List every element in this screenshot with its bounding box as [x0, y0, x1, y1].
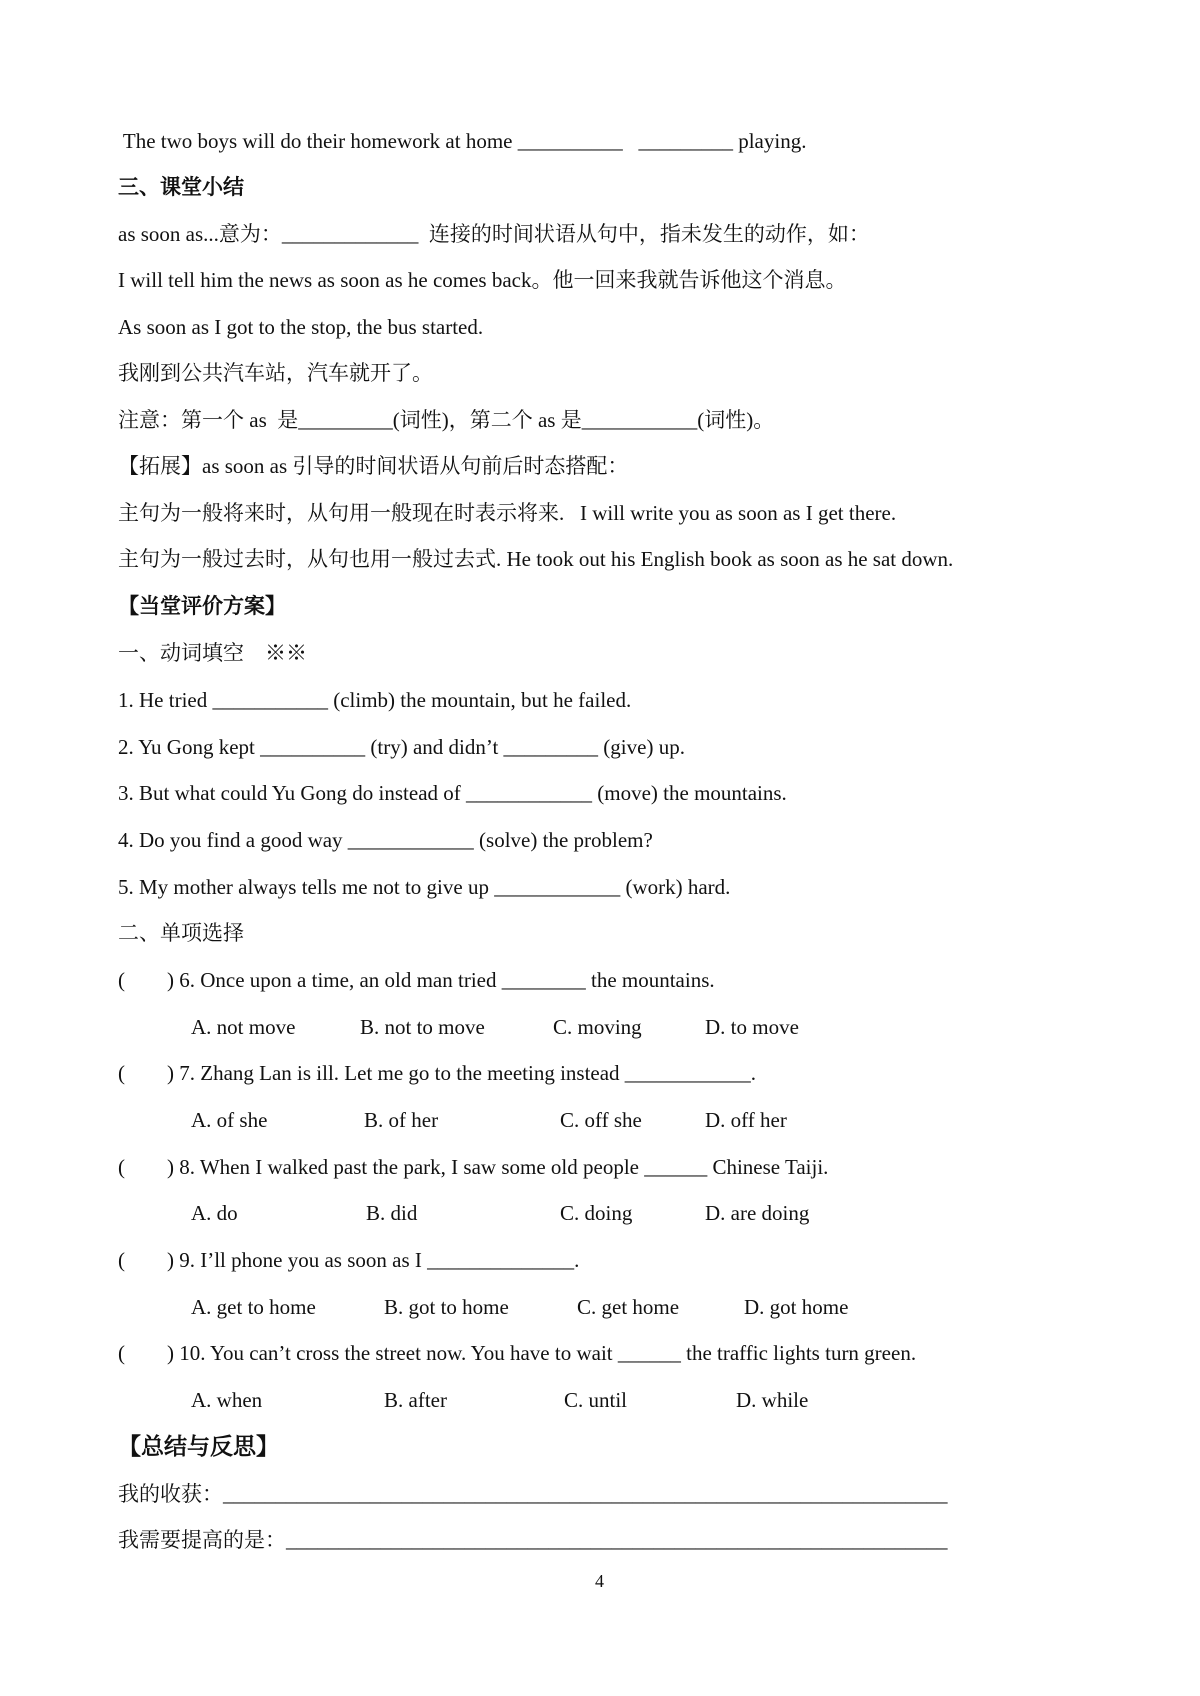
fill-item-2: 2. Yu Gong kept __________ (try) and didn’t _________ (give) up.	[118, 735, 685, 759]
q6-option-b: B. not to move	[360, 1015, 485, 1039]
question-6: ( ) 6. Once upon a time, an old man tried ________ the mountains.	[118, 968, 715, 992]
line-to-improve: 我需要提高的是：_______________________________________________________________	[118, 1528, 948, 1552]
question-10: ( ) 10. You can’t cross the street now. You have to wait ______ the traffic lights turn green.	[118, 1341, 917, 1365]
q7-option-b: B. of her	[364, 1108, 439, 1132]
q8-option-a: A. do	[191, 1201, 238, 1225]
line-rule-future: 主句为一般将来时，从句用一般现在时表示将来. I will write you as soon as I get there.	[118, 501, 897, 525]
line-rule-past: 主句为一般过去时，从句也用一般过去式. He took out his English book as soon as he sat down.	[118, 547, 954, 571]
fill-item-5: 5. My mother always tells me not to give up ____________ (work) hard.	[118, 875, 731, 899]
page-number: 4	[595, 1571, 604, 1591]
q9-option-a: A. get to home	[191, 1295, 316, 1319]
q10-option-a: A. when	[191, 1388, 263, 1412]
q8-option-b: B. did	[366, 1201, 418, 1225]
q7-option-c: C. off she	[560, 1108, 642, 1132]
question-7: ( ) 7. Zhang Lan is ill. Let me go to the meeting instead ____________.	[118, 1061, 757, 1085]
part-two-heading: 二、单项选择	[118, 921, 244, 945]
line-my-gains: 我的收获：_____________________________________________________________________	[118, 1482, 948, 1506]
line-example-1: I will tell him the news as soon as he comes back。他一回来我就告诉他这个消息。	[118, 268, 847, 292]
fill-item-3: 3. But what could Yu Gong do instead of ____________ (move) the mountains.	[118, 781, 787, 805]
q10-option-c: C. until	[564, 1388, 628, 1412]
line-note: 注意：第一个 as 是_________(词性)，第二个 as 是___________(词性)。	[118, 408, 775, 432]
line-example-2-translation: 我刚到公共汽车站，汽车就开了。	[118, 361, 433, 385]
q6-option-c: C. moving	[553, 1015, 642, 1039]
q6-option-a: A. not move	[191, 1015, 296, 1039]
q8-option-c: C. doing	[560, 1201, 633, 1225]
section-reflection-heading: 【总结与反思】	[118, 1434, 279, 1460]
q9-option-c: C. get home	[577, 1295, 680, 1319]
fill-item-1: 1. He tried ___________ (climb) the mountain, but he failed.	[118, 688, 632, 712]
section-assessment-heading: 【当堂评价方案】	[118, 594, 286, 618]
line-as-soon-as-meaning: as soon as...意为：_____________ 连接的时间状语从句中，指未发生的动作，如：	[118, 222, 870, 246]
q6-option-d: D. to move	[705, 1015, 799, 1039]
q10-option-d: D. while	[736, 1388, 809, 1412]
fill-item-4: 4. Do you find a good way ____________ (solve) the problem?	[118, 828, 653, 852]
line-example-2: As soon as I got to the stop, the bus started.	[118, 315, 484, 339]
line-extension: 【拓展】as soon as 引导的时间状语从句前后时态搭配：	[118, 454, 629, 478]
q7-option-d: D. off her	[705, 1108, 787, 1132]
line-homework: The two boys will do their homework at home __________ _________ playing.	[118, 129, 807, 153]
question-9: ( ) 9. I’ll phone you as soon as I ______________.	[118, 1248, 580, 1272]
part-one-heading: 一、动词填空 ※※	[118, 641, 307, 665]
q8-option-d: D. are doing	[705, 1201, 810, 1225]
q7-option-a: A. of she	[191, 1108, 268, 1132]
question-8: ( ) 8. When I walked past the park, I saw some old people ______ Chinese Taiji.	[118, 1155, 829, 1179]
section-summary-heading: 三、课堂小结	[118, 175, 244, 199]
q9-option-b: B. got to home	[384, 1295, 509, 1319]
q10-option-b: B. after	[384, 1388, 447, 1412]
q9-option-d: D. got home	[744, 1295, 849, 1319]
